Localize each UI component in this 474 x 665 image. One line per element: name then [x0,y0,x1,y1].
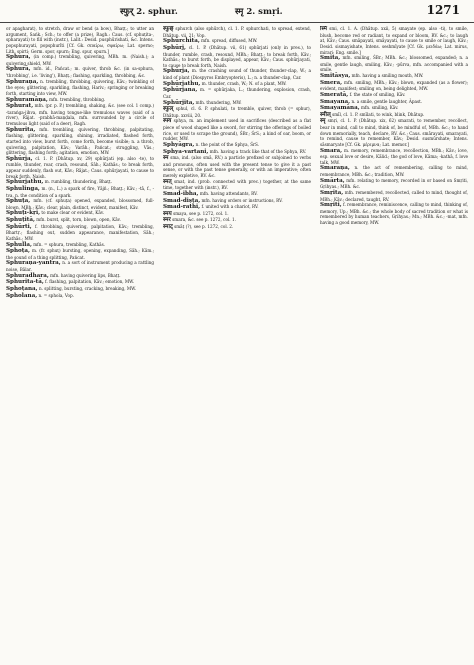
entry-text: smṛi, cl. 1. P. (Dhātup. xix, 62) smarati, to remember, recollect, bear in mind, call to mind, think of, be mindful of, MBh. &c.; to hand down memorially, teach, declare, RV. &c.; Caus. smārayati, smarayati, to remind, cause to remember, Kāv.; Desid. susmūrshate; Intens. sāsmaryate [Cf. Gk. μέριμνα; Lat. memor.] [320,118,468,147]
entry-text: or apagharat), to stretch, draw or bend (a bow), Bhaṭṭ.; to utter an argument, Saṅk.; Sch.; to offer (a prize), Ragh.: Caus. (cf. sphuṭita-, spharayati) to fill with (instr.), Lalit.: Desid. pusphūrishati, &c. Intens. popsphurayati, popsphurīti [Cf. Gk. σπαίρω, σφαίρω; Lat. sperno; Lith. spirti; Germ. spor, spurn; Eng. spur, spurn.] [6,26,154,54]
dictionary-entry [163,45,311,69]
page-header [0,0,474,23]
entry-text: mfn. (cf. sphuṭa) opened, expanded, blossomed, full-blown, MBh.; Kāv.; clear, plain, distinct, evident, manifest, Kāv. [6,198,154,210]
entry-headword: स्मर [163,217,171,224]
entry-text: f. throbbing, quivering, palpitation, Kāv.; trembling, Bhartṛ.; flashing out, sudden appearance, manifestation, Sāh.; Kathās.; MW. [6,223,154,241]
column-3 [320,26,468,660]
entry-headword: Smārta, [320,177,345,184]
entry-text: mfn. id., Pañcat.; m. quiver, throb &c. (in sa-sphura, 'throbbing', i.e. 'living'), Bhaṭṭ.; flashing, sparkling, throbbing, &c. [6,66,154,78]
dictionary-entry [163,217,311,224]
entry-headword: Sphuṭī-kṛi, [6,210,41,217]
entry-headword: Smayamāna, [320,105,360,112]
entry-headword: Smaraṇa, [320,165,350,172]
dictionary-entry [320,148,468,166]
entry-text: smat, ind. (prob. connected with prec.) together, at the same time, together with (instr.), RV. [163,178,311,191]
dictionary-entry [163,179,311,191]
entry-text: smara, &c. see p. 1272, col. 1. [172,217,236,223]
entry-text: mfn. relating to memory, recorded in or based on Smṛiti, Gṛihyas.; MBh. &c. [320,177,468,190]
entry-headword: Sphuraṇa-yantra, [6,260,61,267]
entry-text: (in comp.) trembling, quivering, MBh. m. (Naish.); a quivering shield, MW. [6,54,154,66]
entry-headword: Sphūrti, [6,223,32,230]
dictionary-entry [6,273,154,280]
entry-headword: स्फुल् [163,106,174,113]
dictionary-entry [6,79,154,97]
entry-headword: Sphuramāṇa, [6,96,48,103]
dictionary-entry [6,279,154,286]
entry-headword: Sphyāgra, [163,141,195,148]
entry-text: m. thunder, crash, W.; N. of a plant, MW. [201,80,287,86]
entry-headword: स्फ्य [163,118,172,125]
entry-text: f. the state of smiling, Kāv. [349,91,406,97]
dictionary-entry [163,118,311,142]
entry-headword: Smṛita, [320,189,344,196]
entry-headword: Sphurā, [6,66,31,73]
entry-headword: Sphūrja, [163,68,190,75]
entry-text: smāṭ (?), see p. 1272, col. 2. [174,224,234,229]
entry-text: mfn. having a track like that of the Sphya, RV. [209,148,307,154]
entry-headword: Sphya-vartani, [163,148,209,155]
page-number: 1271 [426,3,460,17]
entry-text: m. the crashing sound of thunder, thunder-clap, W.; a kind of plant (Diospyros Embryopteris), L.; n. a thunder-clap, Car. [163,68,311,80]
entry-text: mfn. having quivering lips, Bhaṭṭ. [50,272,121,278]
entry-headword: Sphoṭana, [6,285,38,292]
dictionary-entry [6,54,154,66]
dictionary-entry [320,99,468,106]
entry-headword: Sphuṭa, [6,198,31,205]
entry-headword: Sphūrja, [6,155,33,162]
entry-text: mfn. smiling, MBh.; Kāv.; blown, expanded (as a flower); evident, manifest; smiling on, being delighted, MW. [320,79,468,92]
entry-headword: Sphurita-tā, [6,279,44,286]
dictionary-entry [163,191,311,198]
dictionary-entry [320,112,468,119]
entry-text: n. the act of remembering, calling to mind, remembrance, MBh. &c.; tradition, MW. [320,165,468,177]
dictionary-entry [6,127,154,156]
entry-text: mfn. thundering, MW. [195,99,242,105]
column-1 [6,26,154,660]
dictionary-entry [163,224,311,231]
dictionary-entry [6,26,154,54]
entry-headword: स्मि [320,26,327,32]
dictionary-entry [6,186,154,198]
dictionary-entry [163,211,311,218]
entry-text: n. = sphola, Vop. [38,292,74,298]
dictionary-entry [163,38,311,45]
entry-text: m. = sphūrjaka, L.; thundering, explosion, crash, Car. [163,87,311,99]
entry-text: mfn. having orders or instructions, RV. [201,197,283,203]
entry-headword: Sphulinga, [6,185,40,192]
dictionary-entry [163,204,311,211]
dictionary-entry [320,80,468,92]
dictionary-entry [163,142,311,149]
entry-headword: स्मील् [320,111,331,118]
entry-text: smaya, see p. 1272, col. 1. [173,210,229,216]
dictionary-entry [6,66,154,78]
entry-text: mfn. having attendants, RV. [199,190,258,196]
column-2 [163,26,311,660]
entry-text: sma, ind. (also smā, RV.) a particle prefixed or subjoined to verbs and pronouns, often used with the present tense to give it a past sense, or with the past tense generally, or with an imperative; often merely expletive, RV. &c. [163,155,311,178]
entry-headword: स्मत् [163,178,172,185]
dictionary-entry [6,103,154,127]
entry-headword: Sphūrjathu, [163,80,201,87]
dictionary-entry [320,178,468,190]
entry-headword: Sphoṭa, [6,248,30,255]
running-head-right: स्मृ 2. smṛi. [235,7,283,17]
entry-text: mfn. remembered, recollected, called to mind, thought of, MBh.; Kāv.; declared, taught, RV. [320,189,468,202]
dictionary-entry [320,165,468,177]
entry-text: n. the point of the Sphya, ŚrS. [195,141,260,147]
entry-headword: Smad-rathi, [163,204,201,211]
entry-headword: Sphura, [6,54,31,61]
entry-headword: Sphurita, [6,126,36,133]
dictionary-entry [6,248,154,260]
entry-text: mfn. (pr. p. P.) trembling, shaking, &c. (see col. 1 comp.) -taraṅga-jihva, mfn. having tongue-like tremulous waves (said of a river), Rājat. -prabhā-maṇḍala, mfn. surrounded by a circle of tremulous light (said of a deer), Ragh. [6,103,154,126]
dictionary-entry [6,217,154,224]
entry-headword: Smad-ibha, [163,190,199,197]
entry-text: m. rumbling, thundering, Bhaṭṭ. [44,179,112,185]
entry-text: cl. 1. P. (Dhātup. vii, 61) sphūrjati (only in pres.), to thunder, rumble, crash, resound, MBh.; Bhaṭṭ.; to break forth, Kāv.; Kathās.; to burst forth, be displayed, appear, Kāv.; Caus. sphūrjayati, to cause to break forth, Naish. [163,44,311,68]
entry-headword: Smera, [320,79,343,86]
entry-text: mfn. smiling, Kāv. [360,105,399,111]
entry-text: f. flashing, palpitation, Kāv.; emotion, MW. [45,279,134,285]
entry-headword: Smad-diṣṭa, [163,197,201,204]
entry-headword: Smayana, [320,98,351,105]
dictionary-entry [6,179,154,186]
entry-headword: Sphūrjana, [163,87,198,94]
dictionary-entry [320,105,468,112]
entry-headword: Sphūrjathu, [6,179,44,186]
entry-text: f. united with a chariot, RV. [201,204,259,210]
dictionary-entry [320,118,468,147]
entry-headword: स्मृ [320,118,326,125]
dictionary-entry [6,286,154,293]
entry-text: mfn. smiling, ŚBr.; MBh. &c.; blossomed, expanded; n. a smile, gentle laugh, smiling, Kāv.; -pūrva, mfn. accompanied with a smile. [320,55,468,73]
dictionary-entry [163,26,311,38]
entry-headword: Smeratā, [320,91,349,98]
entry-text: smi, cl. 1. Ā. (Dhātup. xxii, 5) smayate (ep. also -ti), to smile, blush, become red or radiant, to expand or bloom, RV. &c.; to laugh at, Kāv.; Caus. smāpayati, smāyayati, to cause to smile or laugh, Kāv.; Desid. sismayishate, Intens. seshmīyate [Cf. Gk. μειδάω; Lat. mirus, mirari; Eng. smile.] [320,26,468,55]
entry-text: sphurch (also sphūrch), cl. 1. P. sphurchati, to spread, extend, Dhātup. vii, 21; Vop. [163,26,311,38]
dictionary-entry [163,100,311,107]
dictionary-entry [163,81,311,88]
entry-headword: Sphuṭitā, [6,217,35,223]
dictionary-entry [6,97,154,104]
entry-headword: स्फुर्छ् [163,26,174,32]
dictionary-entry [163,106,311,118]
entry-text: smīl, cl. 1. P. smīlati, to wink, blink, Dhātup. [332,111,425,117]
entry-headword: Sphūrj, [163,44,187,51]
dictionary-entry [320,73,468,80]
entry-text: m. (fr. sphuṭ) bursting, opening, expanding, Sāh.; Kām.; the sound of a thing splitting, Pañcat. [6,248,154,260]
entry-text: mfn. burst, split, torn, blown, open, Kāv. [36,217,121,222]
entry-text: f. remembrance, reminiscence, calling to mind, thinking of, memory, Up.; MBh. &c.; the whole body of sacred tradition or what is remembered by human teachers, Gṛihyas.; Mn.; MBh. &c.; -mat, mfn. having a good memory, MW. [320,202,468,225]
dictionary-entry [320,92,468,99]
dictionary-entry [163,68,311,80]
dictionary-entry [163,155,311,179]
entry-headword: Smṛiti, [320,202,342,209]
dictionary-entry [6,210,154,217]
entry-headword: Smitāsya, [320,73,351,79]
dictionary-entry [6,242,154,249]
entry-text: n. a sort of instrument producing a rattling noise, Bālar. [6,260,154,272]
entry-headword: Smita, [320,55,341,62]
entry-headword: Sphūrjita, [163,99,195,106]
entry-headword: स्माट् [163,224,173,230]
dictionary-entry [320,55,468,73]
dictionary-entry [320,190,468,202]
entry-text: n. trembling, throbbing, quivering, Kāv.; twinkling of the eyes; glittering, sparkling, flashing, Hariv.; springing or breaking forth, starting into view, MW. [6,78,154,96]
entry-text: n. a smile, gentle laughter, Āpast. [351,98,423,104]
entry-headword: स्म [163,155,169,162]
entry-headword: Sphuraṇa, [6,78,39,85]
entry-text: sphul, cl. 6. P. sphulati, to tremble, quiver, throb (= sphur), Dhātup. xxviii, 20. [163,106,311,118]
entry-headword: Sphuradhara, [6,272,49,279]
entry-text: cl. 1. P. (Dhātup. xv, 29) sphūrjati (ep. also -te), to rumble, thunder, roar, crash, resound, Sāh.; Kathās.; to break forth, appear suddenly, flash out, Kāv.; Rājat.; Caus. sphūrjayati, to cause to break forth, Naish. [6,155,154,179]
entry-text: to make clear or evident, Kāv. [41,210,105,216]
entry-text: mfn. having a smiling mouth, MW. [351,73,424,78]
dictionary-entry [320,26,468,55]
entry-text: m. memory, remembrance, recollection, MBh.; Kāv.; love, esp. sexual love or desire, Kālid.; the god of love, Kāma; -kathā, f. love talk, MW. [320,147,468,165]
entry-text: mfn. trembling, quivering, throbbing, palpitating, flashing, glittering, sparkling, shining, irradiated, flashed forth, started into view, burst forth, come forth, become visible; n. a throb, quivering, palpitation, Kāv.; Varāh.; Pañcat.; struggling, Vās.; glittering, flashing forth; agitation, emotion, MW. [6,126,154,156]
entry-headword: Sphulla, [6,241,32,248]
entry-headword: स्मय [163,210,172,217]
dictionary-entry [6,156,154,180]
entry-text: mfn. spread, diffused, MW. [201,38,258,44]
dictionary-entry [163,198,311,205]
dictionary-entry [6,260,154,272]
running-head-left: स्फुर् 2. sphur. [120,7,178,17]
entry-text: mfn. = sphura, trembling, Kathās. [33,241,106,247]
entry-headword: Spholana, [6,292,38,299]
entry-headword: Smara, [320,147,343,154]
entry-headword: Sphurat, [6,103,34,110]
entry-text: n. splitting, bursting, cracking, breaking, MW. [38,285,136,291]
entry-text: m. (n., L.) a spark of fire, Yājñ.; Bhaṭṭ.; Kāv.; -tā, f., -tva, n. the condition of a spark. [6,185,154,198]
entry-text: sphya, m. an implement used in sacrifices (described as a flat piece of wood shaped like a sword, for stirring the offerings of boiled rice, or used to scrape the ground), ŚBr.; ŚrS.; a kind of oar, boom, or rudder, MW. [163,118,311,142]
entry-headword: Sphūrchita, [163,38,200,45]
entry-text: mfn. trembling, throbbing. [49,96,106,102]
dictionary-entry [163,87,311,99]
dictionary-entry [6,293,154,300]
dictionary-entry [6,224,154,242]
dictionary-entry [6,198,154,210]
dictionary-entry [163,149,311,156]
dictionary-entry [320,202,468,226]
